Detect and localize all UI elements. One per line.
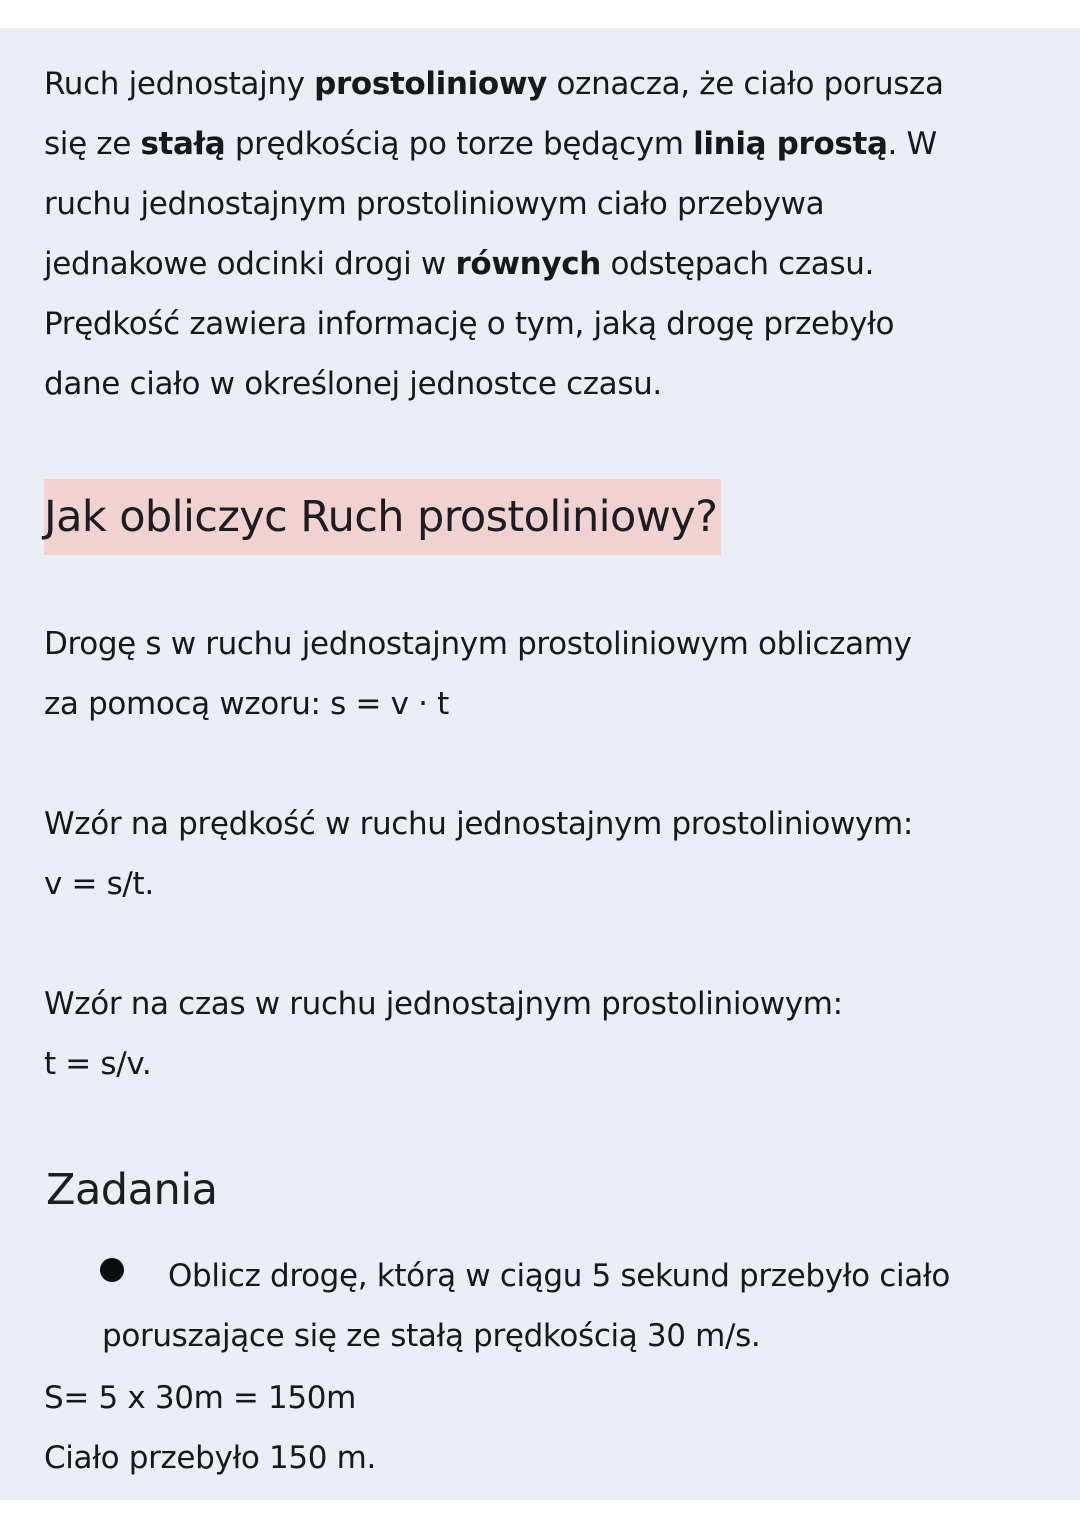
heading-highlight <box>44 479 721 555</box>
intro-text: prędkością po torze będącym <box>225 126 694 162</box>
intro-line-1 <box>44 54 1044 114</box>
velocity-line-1: Wzór na prędkość w ruchu jednostajnym prostoliniowym: <box>44 806 913 842</box>
intro-text: . W <box>887 126 937 162</box>
tasks-title: Zadania <box>46 1165 218 1215</box>
intro-text: oznacza, że ciało porusza <box>547 66 944 102</box>
distance-formula: za pomocą wzoru: s = v · t <box>44 686 449 722</box>
bold-term-stala: stałą <box>140 126 226 162</box>
bold-term-prostoliniowy: prostoliniowy <box>314 66 548 102</box>
bold-term-rownych: równych <box>455 246 601 282</box>
time-formula: t = s/v. <box>44 1046 152 1082</box>
intro-text: jednakowe odcinki drogi w <box>44 246 456 282</box>
distance-line-1: Drogę s w ruchu jednostajnym prostoliniowym obliczamy <box>44 626 912 662</box>
velocity-formula-paragraph <box>44 794 1044 914</box>
intro-line-2 <box>44 114 1044 174</box>
intro-line-4 <box>44 234 1044 294</box>
intro-text: się ze <box>44 126 141 162</box>
section-heading: Jak obliczyc Ruch prostoliniowy? <box>44 492 718 542</box>
intro-paragraph <box>44 54 1044 414</box>
distance-formula-paragraph <box>44 614 1044 734</box>
intro-line-5: Prędkość zawiera informację o tym, jaką drogę przebyło <box>44 306 895 342</box>
intro-text: odstępach czasu. <box>600 246 875 282</box>
time-line-1: Wzór na czas w ruchu jednostajnym prostoliniowym: <box>44 986 843 1022</box>
bullet-icon <box>100 1258 124 1282</box>
task-item-line-1: Oblicz drogę, którą w ciągu 5 sekund przebyło ciało <box>168 1258 950 1294</box>
document-page <box>0 28 1080 1500</box>
intro-text: Ruch jednostajny <box>44 66 315 102</box>
time-formula-paragraph <box>44 974 1044 1094</box>
task-calculation: S= 5 x 30m = 150m <box>44 1380 357 1416</box>
bold-term-linia-prosta: linią prostą <box>693 126 888 162</box>
intro-line-3: ruchu jednostajnym prostoliniowym ciało przebywa <box>44 186 825 222</box>
task-item-line-2: poruszające się ze stałą prędkością 30 m/s. <box>102 1318 761 1354</box>
intro-line-6: dane ciało w określonej jednostce czasu. <box>44 366 662 402</box>
task-answer: Ciało przebyło 150 m. <box>44 1440 377 1476</box>
velocity-formula: v = s/t. <box>44 866 154 902</box>
